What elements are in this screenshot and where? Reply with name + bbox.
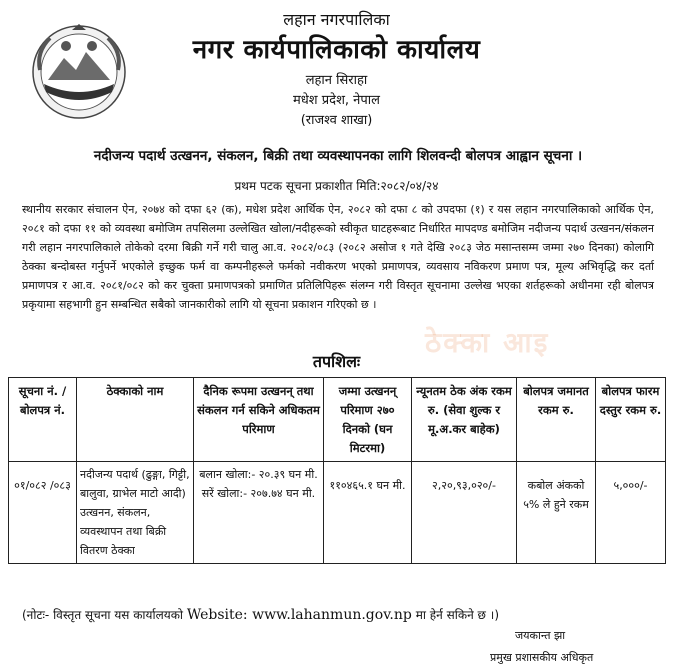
signer-name: जयकान्त झा <box>515 629 566 642</box>
branch-name: (राजश्व शाखा) <box>300 113 373 128</box>
total-quantity-cell: ११०४६५.१ घन मी. <box>324 462 412 564</box>
daily-quantity-cell: बलान खोला:- २०.३९ घन मी. सरें खोला:- २०७.७४ घन मी. <box>194 462 324 564</box>
municipality-name: लहान नगरपालिका <box>283 10 390 29</box>
website-link[interactable]: Website: www.lahanmun.gov.np <box>186 607 412 623</box>
bid-security-cell: कबोल अंकको ५% ले हुने रकम <box>517 462 596 564</box>
address-line-2: मधेश प्रदेश, नेपाल <box>293 93 380 108</box>
column-header: बोलपत्र जमानत रकम रु. <box>517 378 596 462</box>
notice-number-cell: ०१/०८२ /०८३ <box>9 462 77 564</box>
column-header: जम्मा उत्खनन् परिमाण २७० दिनको (घन मिटरमा) <box>324 378 412 462</box>
note-suffix: मा हेर्न सकिने छ ।) <box>415 608 500 622</box>
minimum-amount-cell: २,२०,९३,०२०/- <box>412 462 517 564</box>
schedule-table <box>8 377 666 564</box>
column-header: न्यूनतम ठेक अंक रकम रु. (सेवा शुल्क र मू.अ.कर बाहेक) <box>412 378 517 462</box>
note-prefix: (नोटः- विस्तृत सूचना यस कार्यालयको <box>22 608 184 622</box>
column-header: ठेक्काको नाम <box>77 378 194 462</box>
footer-note <box>22 606 652 623</box>
form-fee-cell: ५,०००/- <box>596 462 666 564</box>
notice-title: नदीजन्य पदार्थ उत्खनन, संकलन, बिक्री तथा व्यवस्थापनका लागि शिलवन्दी बोलपत्र आह्वान सूचना । <box>93 148 583 164</box>
contract-name-cell: नदीजन्य पदार्थ (ढुङ्गा, गिट्टी, बालुवा, ग्राभेल माटो आदी) उत्खनन, संकलन, व्यवस्थापन तथा बिक्री वितरण ठेक्का <box>77 462 194 564</box>
table-row <box>9 462 666 564</box>
schedule-heading: तपशिलः <box>312 352 361 371</box>
table-header-row <box>9 378 666 462</box>
column-header: दैनिक रूपमा उत्खनन् तथा संकलन गर्न सकिने अधिकतम परिमाण <box>194 378 324 462</box>
publication-date: प्रथम पटक सूचना प्रकाशीत मिति:२०८२/०४/२४ <box>234 179 439 193</box>
signer-title: प्रमुख प्रशासकीय अधिकृत <box>490 651 594 664</box>
watermark: ठेक्का आइ <box>425 326 550 359</box>
column-header: सूचना नं. / बोलपत्र नं. <box>9 378 77 462</box>
address-line-1: लहान सिराहा <box>305 73 368 88</box>
notice-body: स्थानीय सरकार संचालन ऐन, २०७४ को दफा ६२ (क), मधेश प्रदेश आर्थिक ऐन, २०८२ को दफा ८ को उपदफा (१) र यस लहान नगरपालिकाको आर्थिक ऐन, २०८१ को दफा ११ को व्यवस्था बमोजिम तपसिलमा उल्लेखित खोला/नदीहरूको स्वीकृत घाटहरूबाट निर्धारित मापदण्ड बमोजिम नदीजन्य पदार्थ उत्खनन/संकलन गरी लहान नगरपालिकाले तोकेको दरमा बिक्री गर्ने गरी चालु आ.व. २०८२/०८३ (२०८२ असोज १ गते देखि २०८३ जेठ मसान्तसम्म जम्मा २७० दिनका) कोलागि ठेक्का बन्दोबस्त गर्नुपर्ने भएकोले इच्छुक फर्म वा कम्पनीहरूले फर्मको नवीकरण भएको प्रमाणपत्र, व्यवसाय नविकरण प्रमाण पत्र, मूल्य अभिवृद्धि कर दर्ता प्रमाणपत्र र आ.व. २०८१/०८२ को कर चुक्ता प्रमाणपत्रको प्रमाणित प्रतिलिपिहरू संलग्न गरी विस्तृत सूचनामा उल्लेख भएका शर्तहरूको अधीनमा रही बोलपत्र प्रकृयामा सहभागी हुन सम्बन्धित सबैको जानकारीको लागि यो सूचना प्रकाशन गरिएको छ । <box>22 203 654 311</box>
column-header: बोलपत्र फारम दस्तुर रकम रु. <box>596 378 666 462</box>
office-name: नगर कार्यपालिकाको कार्यालय <box>192 35 481 65</box>
